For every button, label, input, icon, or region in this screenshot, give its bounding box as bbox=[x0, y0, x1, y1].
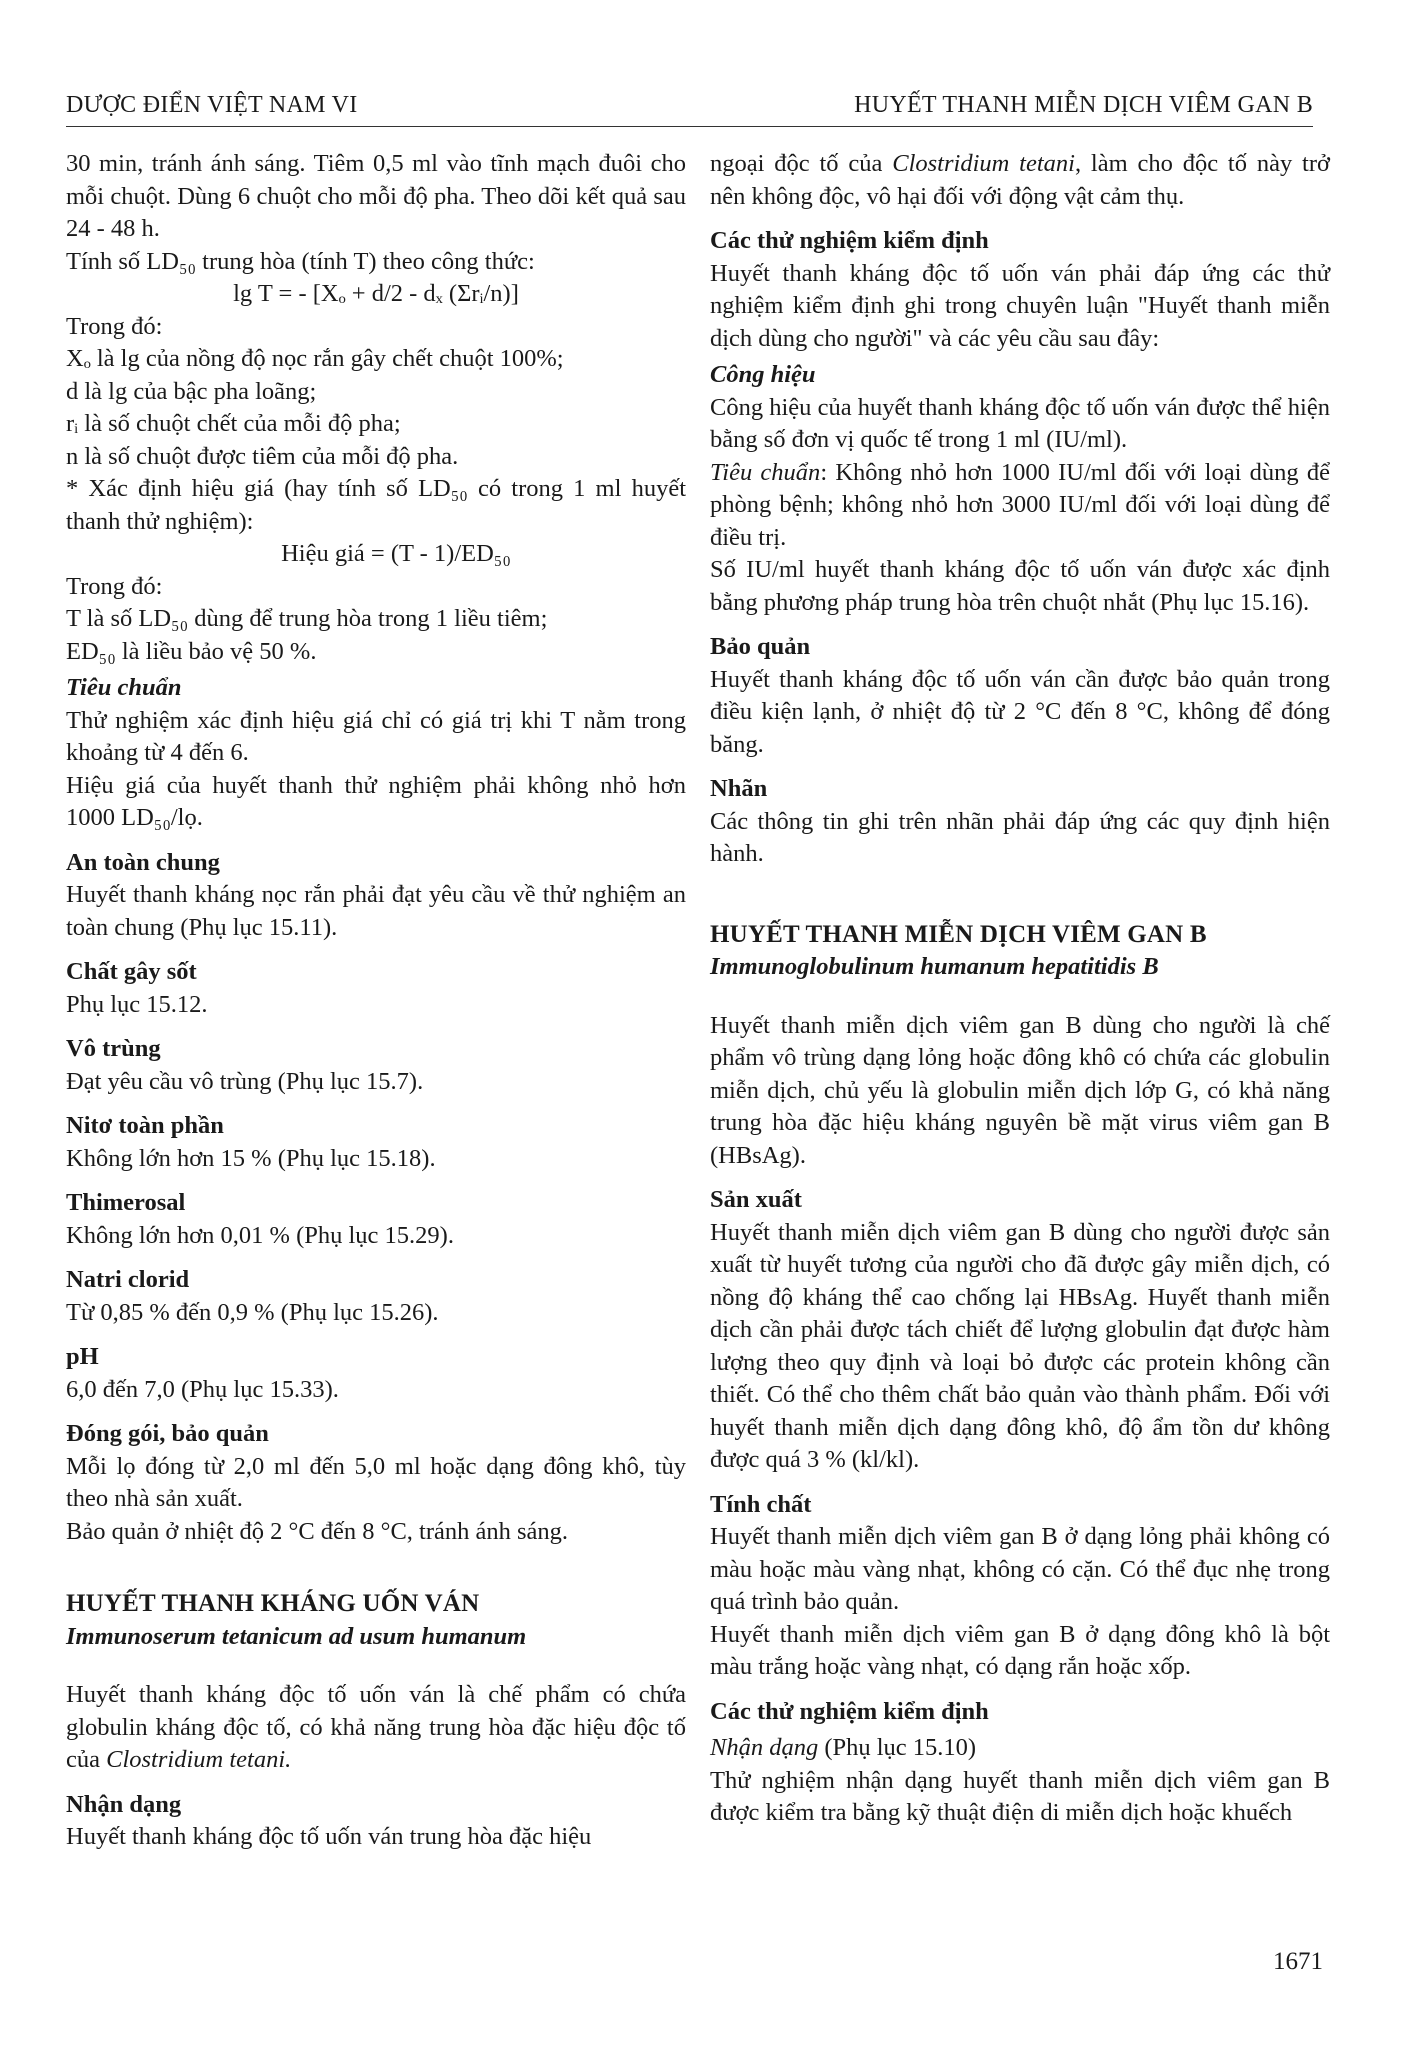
definition: rᵢ là số chuột chết của mỗi độ pha; bbox=[66, 410, 401, 437]
section-heading: Chất gây sốt bbox=[66, 958, 197, 985]
subheading: Tiêu chuẩn bbox=[66, 674, 182, 701]
monograph-latin-name: Immunoglobulinum humanum hepatitidis B bbox=[710, 953, 1159, 980]
paragraph: Huyết thanh kháng nọc rắn phải đạt yêu cầu về thử nghiệm an toàn chung (Phụ lục 15.11). bbox=[66, 881, 686, 941]
paragraph bbox=[710, 1732, 1330, 1765]
formula: Hiệu giá = (T - 1)/ED₅₀ bbox=[281, 540, 511, 567]
paragraph: * Xác định hiệu giá (hay tính số LD₅₀ có trong 1 ml huyết thanh thử nghiệm): bbox=[66, 475, 686, 535]
section-heading: Tính chất bbox=[710, 1490, 812, 1518]
paragraph: Phụ lục 15.12. bbox=[66, 990, 208, 1018]
paragraph: Tính số LD₅₀ trung hòa (tính T) theo công thức: bbox=[66, 247, 535, 275]
italic-text: Clostridium tetani. bbox=[106, 1746, 292, 1773]
italic-subheading: Nhận dạng bbox=[710, 1734, 819, 1761]
paragraph: 6,0 đến 7,0 (Phụ lục 15.33). bbox=[66, 1375, 339, 1403]
paragraph: Công hiệu của huyết thanh kháng độc tố uốn ván được thể hiện bằng số đơn vị quốc tế trong 1 ml (IU/ml). bbox=[710, 393, 1330, 453]
subheading: Công hiệu bbox=[710, 361, 816, 388]
italic-text: Clostridium tetani bbox=[892, 150, 1075, 177]
section-heading: Vô trùng bbox=[66, 1035, 161, 1062]
paragraph: Không lớn hơn 0,01 % (Phụ lục 15.29). bbox=[66, 1221, 454, 1249]
section-heading: Sản xuất bbox=[710, 1186, 802, 1213]
paragraph: Huyết thanh miễn dịch viêm gan B ở dạng lỏng phải không có màu hoặc màu vàng nhạt, không có cặn. Có thể đục nhẹ trong quá trình bảo quản. bbox=[710, 1523, 1330, 1615]
left-column bbox=[66, 148, 686, 1854]
paragraph: Huyết thanh miễn dịch viêm gan B dùng cho người được sản xuất từ huyết tương của người cho đã được gây miễn dịch, có nồng độ kháng thể cao chống lại HBsAg. Huyết thanh miễn dịch cần phải được tách chiết để lượng globulin đạt được hàm lượng theo quy định và loại bỏ được các protein không cần thiết. Có thể cho thêm chất bảo quản vào thành phẩm. Đối với huyết thanh miễn dịch dạng đông khô, độ ẩm tồn dư không được quá 3 % (kl/kl). bbox=[710, 1218, 1330, 1473]
where-label: Trong đó: bbox=[66, 572, 163, 600]
text: , làm cho độc tố này trở nên không độc, vô hại đối với động vật cảm thụ. bbox=[710, 150, 1330, 210]
spacer bbox=[710, 871, 1330, 919]
right-column bbox=[710, 148, 1330, 1830]
running-header bbox=[66, 88, 1313, 127]
monograph-title: HUYẾT THANH MIỄN DỊCH VIÊM GAN B bbox=[710, 920, 1207, 948]
page-number: 1671 bbox=[1273, 1948, 1323, 1975]
paragraph bbox=[66, 1679, 686, 1777]
paragraph: Hiệu giá của huyết thanh thử nghiệm phải không nhỏ hơn 1000 LD₅₀/lọ. bbox=[66, 771, 686, 831]
section-heading: Bảo quản bbox=[710, 633, 811, 660]
paragraph bbox=[710, 457, 1330, 555]
section-heading: Thimerosal bbox=[66, 1189, 186, 1216]
section-heading: An toàn chung bbox=[66, 848, 220, 876]
spacer bbox=[66, 1548, 686, 1588]
spacer bbox=[66, 1653, 686, 1679]
paragraph: Thử nghiệm xác định hiệu giá chỉ có giá trị khi T nằm trong khoảng từ 4 đến 6. bbox=[66, 706, 686, 766]
where-label: Trong đó: bbox=[66, 312, 163, 340]
paragraph: Không lớn hơn 15 % (Phụ lục 15.18). bbox=[66, 1144, 436, 1172]
definition: Xₒ là lg của nồng độ nọc rắn gây chết chuột 100%; bbox=[66, 345, 564, 372]
definition: d là lg của bậc pha loãng; bbox=[66, 377, 317, 405]
paragraph: Huyết thanh kháng độc tố uốn ván trung hòa đặc hiệu bbox=[66, 1823, 592, 1850]
paragraph: Huyết thanh kháng độc tố uốn ván phải đáp ứng các thử nghiệm kiểm định ghi trong chuyên luận "Huyết thanh miễn dịch dùng cho người" và các yêu cầu sau đây: bbox=[710, 259, 1330, 352]
text: Huyết thanh kháng độc tố uốn ván là chế phẩm có chứa globulin kháng độc tố, có khả năng trung hòa đặc hiệu độc tố của bbox=[66, 1681, 686, 1773]
section-heading: Nhãn bbox=[710, 775, 768, 802]
paragraph: Huyết thanh miễn dịch viêm gan B dùng cho người là chế phẩm vô trùng dạng lỏng hoặc đông khô có chứa các globulin miễn dịch, chủ yếu là globulin miễn dịch lớp G, có khả năng trung hòa đặc hiệu kháng nguyên bề mặt virus viêm gan B (HBsAg). bbox=[710, 1011, 1330, 1169]
paragraph: Đạt yêu cầu vô trùng (Phụ lục 15.7). bbox=[66, 1067, 424, 1095]
section-heading: pH bbox=[66, 1343, 99, 1370]
spacer bbox=[710, 984, 1330, 1010]
section-heading: Nhận dạng bbox=[66, 1790, 182, 1818]
monograph-latin-name: Immunoserum tetanicum ad usum humanum bbox=[66, 1622, 527, 1650]
monograph-title: HUYẾT THANH KHÁNG UỐN VÁN bbox=[66, 1590, 480, 1617]
text: : Không nhỏ hơn 1000 IU/ml đối với loại dùng để phòng bệnh; không nhỏ hơn 3000 IU/ml đối với loại dùng để điều trị. bbox=[710, 458, 1330, 551]
paragraph: Bảo quản ở nhiệt độ 2 °C đến 8 °C, tránh ánh sáng. bbox=[66, 1517, 569, 1545]
paragraph: 30 min, tránh ánh sáng. Tiêm 0,5 ml vào tĩnh mạch đuôi cho mỗi chuột. Dùng 6 chuột cho mỗi độ pha. Theo dõi kết quả sau 24 - 48 h. bbox=[66, 150, 686, 242]
section-heading: Nitơ toàn phần bbox=[66, 1112, 224, 1139]
paragraph: Thử nghiệm nhận dạng huyết thanh miễn dịch viêm gan B được kiểm tra bằng kỹ thuật điện di miễn dịch hoặc khuếch bbox=[710, 1766, 1330, 1826]
paragraph: Số IU/ml huyết thanh kháng độc tố uốn ván được xác định bằng phương pháp trung hòa trên chuột nhắt (Phụ lục 15.16). bbox=[710, 556, 1330, 616]
paragraph bbox=[710, 148, 1330, 213]
paragraph: Huyết thanh miễn dịch viêm gan B ở dạng đông khô là bột màu trắng hoặc vàng nhạt, có dạng rắn hoặc xốp. bbox=[710, 1620, 1330, 1680]
header-section-title: HUYẾT THANH MIỄN DỊCH VIÊM GAN B bbox=[854, 92, 1313, 118]
definition: T là số LD₅₀ dùng để trung hòa trong 1 liều tiêm; bbox=[66, 605, 548, 632]
definition: n là số chuột được tiêm của mỗi độ pha. bbox=[66, 442, 459, 470]
section-heading: Đóng gói, bảo quản bbox=[66, 1420, 269, 1447]
paragraph: Huyết thanh kháng độc tố uốn ván cần được bảo quản trong điều kiện lạnh, ở nhiệt độ từ 2 °C đến 8 °C, không để đóng băng. bbox=[710, 665, 1330, 758]
section-heading: Natri clorid bbox=[66, 1266, 190, 1293]
paragraph: Từ 0,85 % đến 0,9 % (Phụ lục 15.26). bbox=[66, 1298, 439, 1326]
section-heading: Các thử nghiệm kiểm định bbox=[710, 1697, 989, 1725]
italic-text: Tiêu chuẩn bbox=[710, 458, 821, 486]
text: ngoại độc tố của bbox=[710, 150, 893, 177]
definition: ED₅₀ là liều bảo vệ 50 %. bbox=[66, 637, 317, 665]
paragraph: Mỗi lọ đóng từ 2,0 ml đến 5,0 ml hoặc dạng đông khô, tùy theo nhà sản xuất. bbox=[66, 1452, 686, 1512]
text: (Phụ lục 15.10) bbox=[818, 1734, 977, 1761]
paragraph: Các thông tin ghi trên nhãn phải đáp ứng các quy định hiện hành. bbox=[710, 807, 1330, 867]
formula: lg T = - [Xₒ + d/2 - dₓ (Σrᵢ/n)] bbox=[233, 280, 519, 307]
header-book-title: DƯỢC ĐIỂN VIỆT NAM VI bbox=[66, 92, 358, 118]
section-heading: Các thử nghiệm kiểm định bbox=[710, 227, 989, 254]
